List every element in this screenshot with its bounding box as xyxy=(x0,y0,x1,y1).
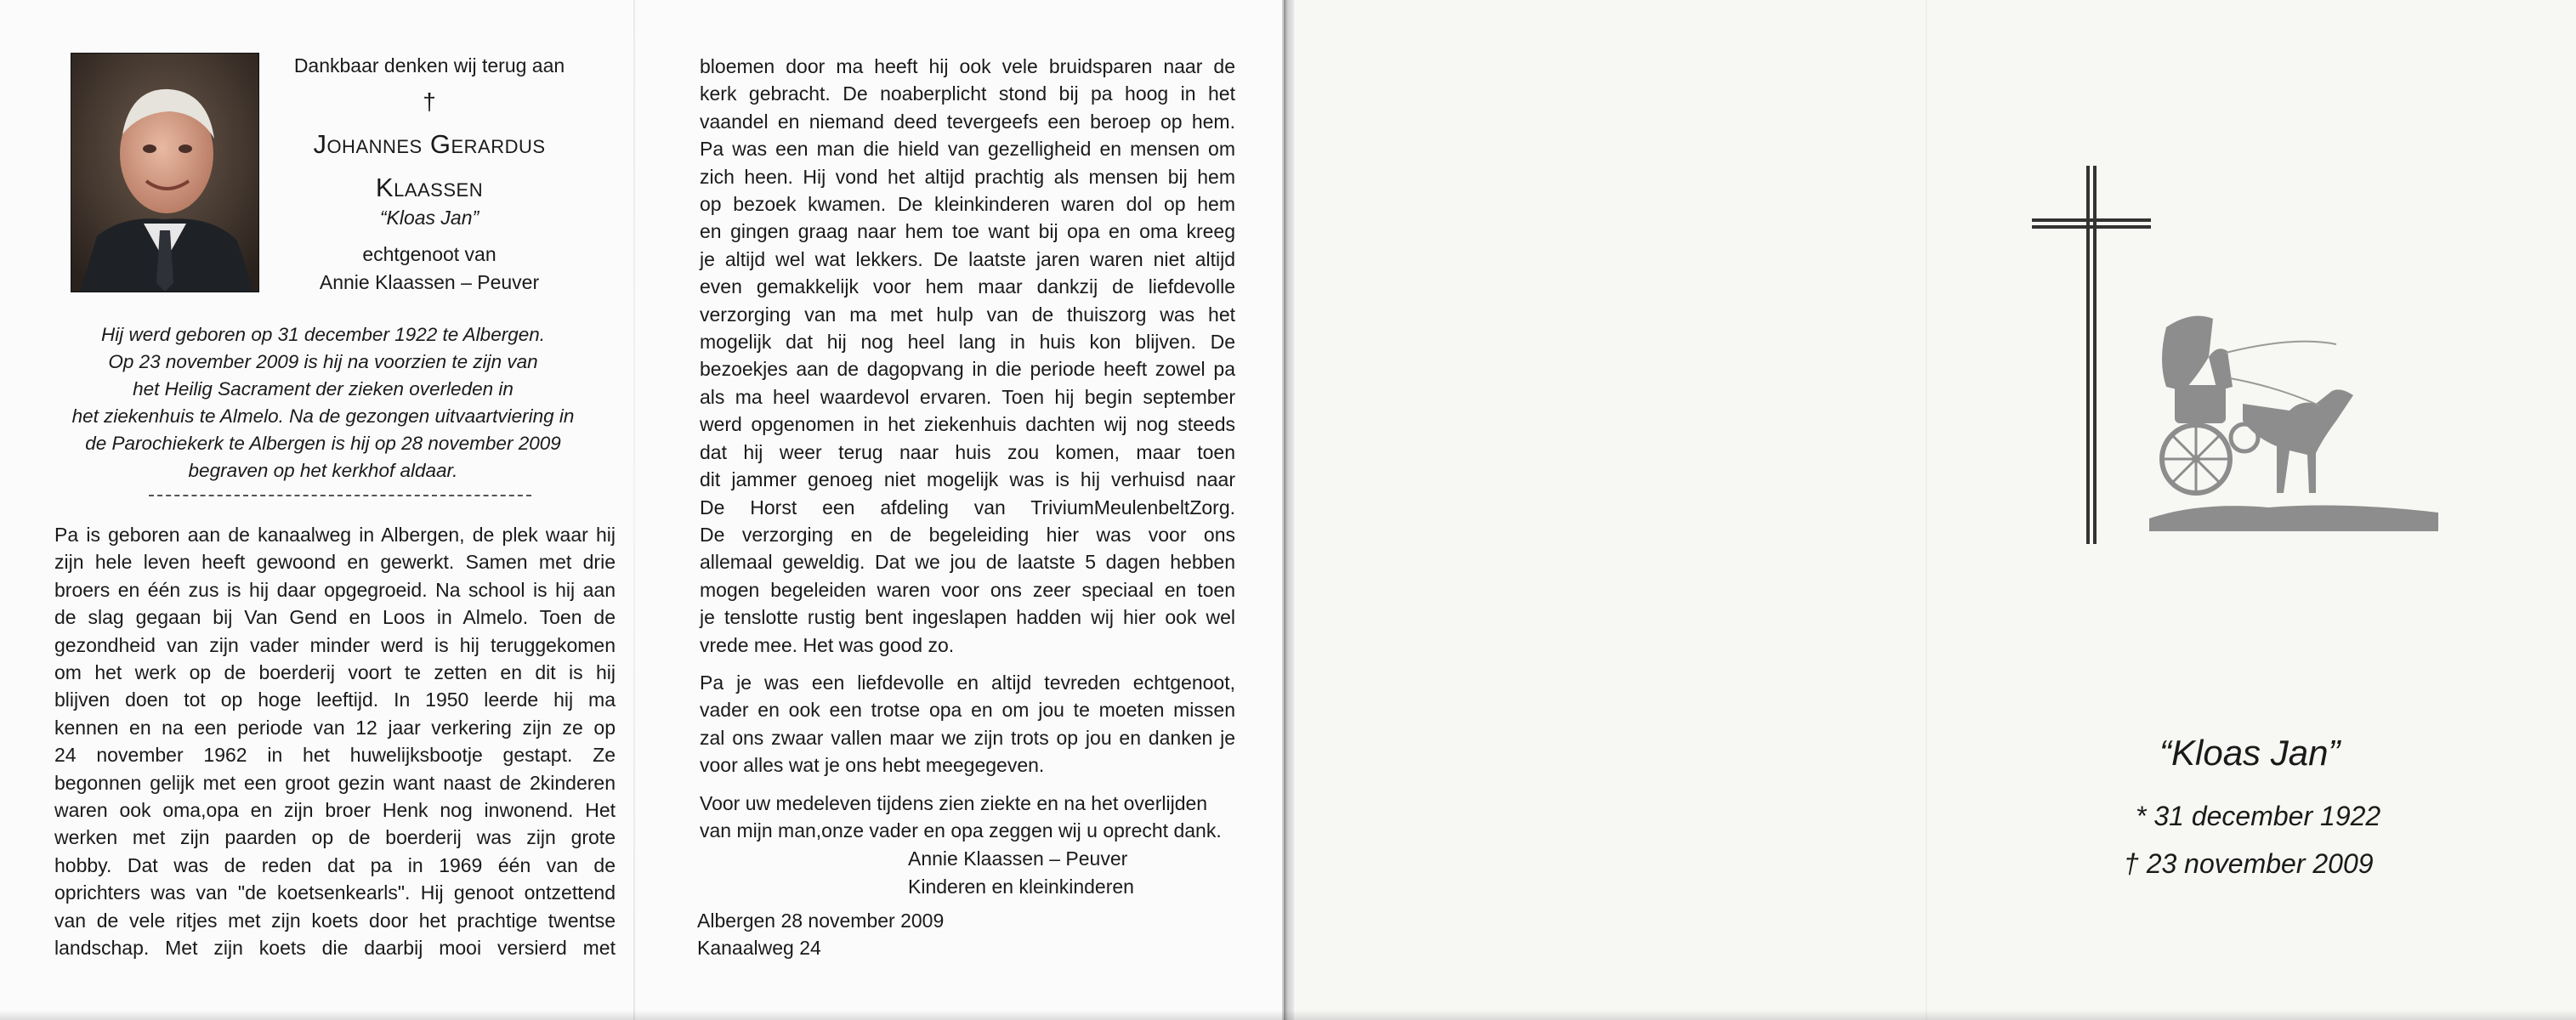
bio-line: 24 november 1962 in het huwelijksbootje gestapt. Ze xyxy=(54,744,616,767)
bio-line: zich heen. Hij vond het altijd prachtig als mensen bij hem xyxy=(700,165,1235,188)
signature-line-1: Annie Klaassen – Peuver xyxy=(908,847,1128,870)
statement-line: de Parochiekerk te Albergen is hij op 28 november 2009 xyxy=(85,433,561,454)
bio-line: zal ons zwaar vallen maar we zijn trots op jou en danken je xyxy=(700,726,1235,749)
biography-right-column xyxy=(700,53,1235,844)
bio-line: gezondheid van zijn vader minder werd is hij teruggekomen xyxy=(54,633,616,656)
cover-birth-date: * 31 december 1922 xyxy=(2136,801,2381,831)
bio-line: broers en één zus is hij daar opgegroeid. Na school is hij aan xyxy=(54,578,616,601)
bio-line: mogen begeleiden waren voor ons zeer speciaal en toen xyxy=(700,578,1235,601)
bio-line: voor alles wat je ons hebt meegegeven. xyxy=(700,754,1045,777)
bio-line: zijn hele leven heeft gewoond en gewerkt. Samen met drie xyxy=(54,551,616,574)
left-fold-line xyxy=(633,0,635,1020)
bio-line: werd opgenomen in het ziekenhuis dachten wij nog steeds xyxy=(700,413,1235,436)
latin-cross-icon xyxy=(2032,166,2151,544)
place-date-block xyxy=(697,907,944,961)
statement-line: het Heilig Sacrament der zieken overleden in xyxy=(133,378,513,400)
bio-line: vrede mee. Het was good zo. xyxy=(700,633,955,656)
horse-carriage-icon xyxy=(2149,310,2438,531)
bio-line: bloemen door ma heeft hij ook vele bruidsparen naar de xyxy=(700,55,1235,77)
bio-line: om het werk op de boerderij voort te zetten en dit is hij xyxy=(54,661,616,684)
bio-line: werken met zijn paarden op de boerderij was zijn grote xyxy=(54,826,616,849)
address: Kanaalweg 24 xyxy=(697,937,821,959)
bio-line: begonnen gelijk met een groot gezin want naast de 2kinderen xyxy=(54,771,616,794)
bio-line: en gingen graag naar hem toe want bij opa en oma kreeg xyxy=(700,220,1235,243)
small-cross-symbol: † xyxy=(423,88,436,115)
cover-death-date: † 23 november 2009 xyxy=(2124,848,2374,879)
deceased-name-first: Johannes Gerardus xyxy=(313,129,546,159)
bio-line: waren ook oma,opa en zijn broer Henk nog inwonend. Het xyxy=(54,799,616,822)
bio-line: landschap. Met zijn koets die daarbij mooi versierd met xyxy=(54,937,616,960)
bio-line: van mijn man,onze vader en opa zeggen wij u oprecht dank. xyxy=(700,819,1222,842)
statement-line: het ziekenhuis te Almelo. Na de gezongen uitvaartviering in xyxy=(71,405,575,427)
bio-line: vader en ook een trotse opa en om jou te moeten missen xyxy=(700,699,1235,722)
spouse-label: echtgenoot van xyxy=(362,243,496,265)
nickname: “Kloas Jan” xyxy=(379,207,479,229)
signature-block xyxy=(908,845,1134,901)
portrait-photo xyxy=(71,53,259,292)
bio-line: allemaal geweldig. Dat we jou de laatste 5 dagen hebben xyxy=(700,551,1235,574)
bio-line: je tenslotte rustig bent ingeslapen hadden wij hier ook wel xyxy=(700,606,1235,629)
bio-line: kennen en na een periode van 12 jaar verkering zijn ze op xyxy=(54,716,616,739)
bio-line: even gemakkelijk voor hem maar dankzij de liefdevolle xyxy=(700,275,1235,298)
bio-line: bezoekjes aan de dagopvang in die periode heeft zowel pa xyxy=(700,358,1235,381)
bio-line: de slag gegaan bij Van Gend en Loos in Almelo. Toen de xyxy=(54,606,616,629)
statement-line: begraven op het kerkhof aldaar. xyxy=(188,460,458,481)
bio-line: De Horst een afdeling van TriviumMeulenbeltZorg. xyxy=(700,496,1235,518)
page-gap xyxy=(1284,0,1294,1020)
bio-line: De verzorging en de begeleiding hier was voor ons xyxy=(700,523,1235,546)
bio-line: je altijd wel wat lekkers. De laatste jaren waren niet altijd xyxy=(700,247,1235,270)
bio-line: kerk gebracht. De noaberplicht stond bij pa hoog in het xyxy=(700,82,1235,105)
bio-line: van de vele ritjes met zijn koets door het prachtige twentse xyxy=(54,909,616,932)
bottom-shadow xyxy=(0,1010,2576,1020)
bio-line: dit jammer genoeg niet mogelijk was is hij verhuisd naar xyxy=(700,468,1235,491)
bio-line: als ma heel waardevol ervaren. Toen hij begin september xyxy=(700,385,1235,408)
bio-line: Pa was een man die hield van gezelligheid en mensen om xyxy=(700,138,1235,161)
dashed-divider xyxy=(149,495,531,496)
bio-line: vaandel en niemand deed tevergeefs een beroep op hem. xyxy=(700,110,1235,133)
cover-nickname: “Kloas Jan” xyxy=(2159,733,2341,773)
bio-line: hobby. Dat was de reden dat pa in 1969 één van de xyxy=(54,853,616,876)
intro-text: Dankbaar denken wij terug aan xyxy=(293,54,565,76)
deceased-name-last: Klaassen xyxy=(375,173,484,202)
bio-line: Voor uw medeleven tijdens zien ziekte en na het overlijden xyxy=(700,791,1208,814)
bio-line: blijven doen tot op hoge leeftijd. In 1950 leerde hij ma xyxy=(54,688,616,711)
bio-line: Pa je was een liefdevolle en altijd tevreden echtgenoot, xyxy=(700,671,1235,694)
biography-left-column xyxy=(54,521,616,962)
bio-line: op bezoek kwamen. De kleinkinderen waren dol op hem xyxy=(700,193,1235,216)
statement-line: Hij werd geboren op 31 december 1922 te Albergen. xyxy=(100,324,545,345)
birth-death-statement xyxy=(34,321,612,484)
signature-line-2: Kinderen en kleinkinderen xyxy=(908,876,1134,898)
bio-line: oprichters was van "de koetsenkearls". Hij genoot ontzettend xyxy=(54,881,616,904)
bio-line: dat hij weer terug naar huis zou komen, maar toen xyxy=(700,440,1235,463)
bio-line: verzorging van ma met hulp van de thuiszorg was het xyxy=(700,303,1235,326)
bio-line: Pa is geboren aan de kanaalweg in Albergen, de plek waar hij xyxy=(54,524,616,546)
place-date: Albergen 28 november 2009 xyxy=(697,910,945,932)
right-fold-line xyxy=(1926,0,1927,1020)
statement-line: Op 23 november 2009 is hij na voorzien te zijn van xyxy=(108,351,538,372)
spouse-name: Annie Klaassen – Peuver xyxy=(319,271,540,293)
bio-line: mogelijk dat hij nog heel lang in huis kon blijven. De xyxy=(700,331,1235,354)
